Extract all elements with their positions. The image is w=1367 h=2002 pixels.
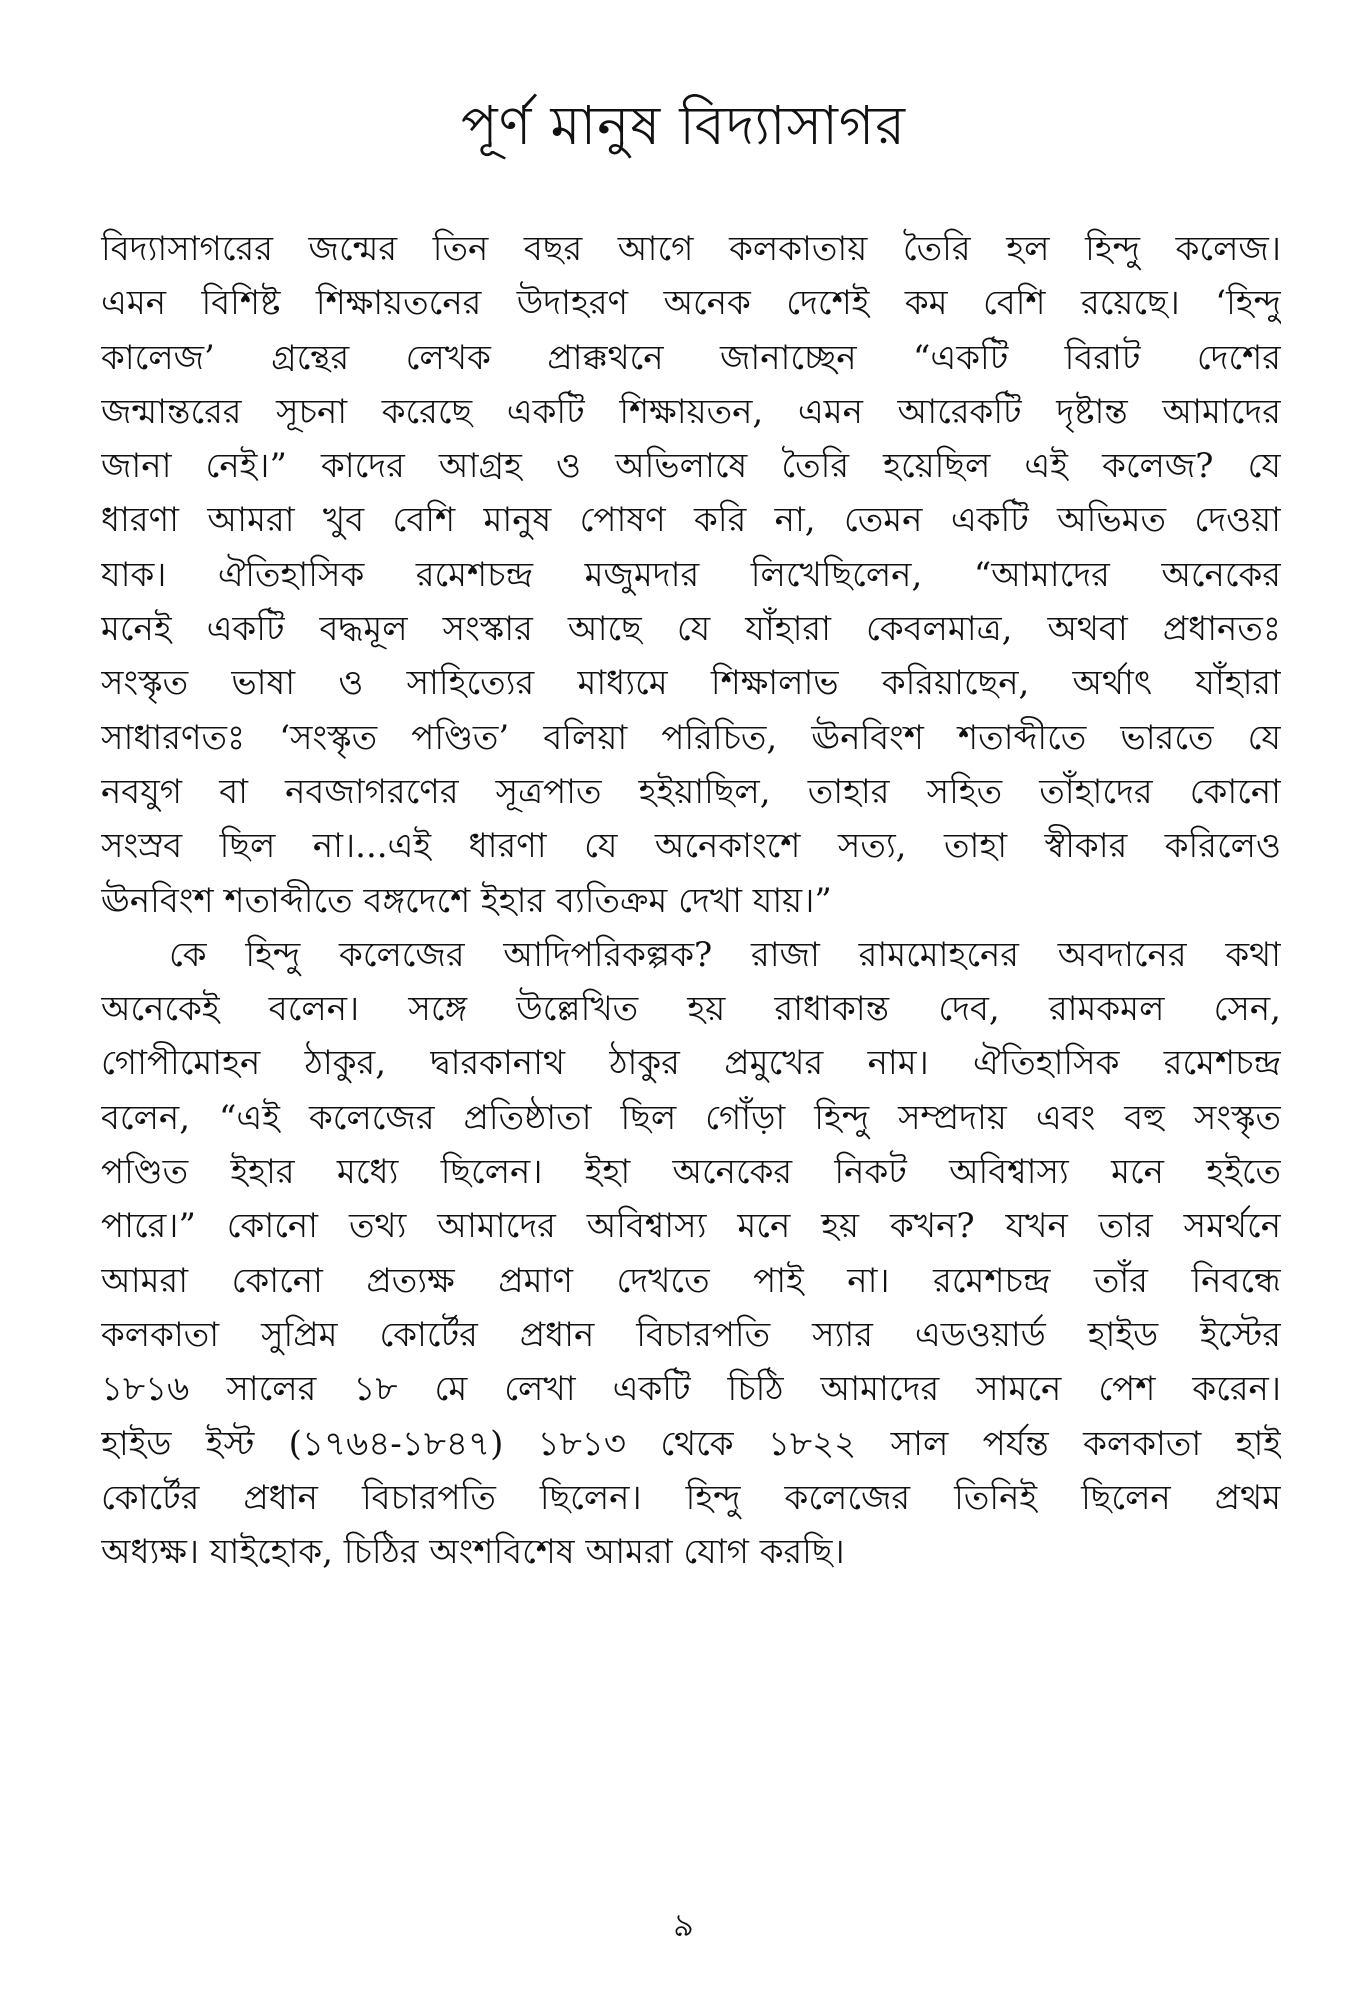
body-text: [101, 222, 1281, 1579]
text-line: যাক। ঐতিহাসিক রমেশচন্দ্র মজুমদার লিখেছিলেন, “আমাদের অনেকের: [101, 554, 1281, 595]
text-line: মনেই একটি বদ্ধমূল সংস্কার আছে যে যাঁহারা কেবলমাত্র, অথবা প্রধানতঃ: [101, 609, 1281, 650]
text-line: হাইড ইস্ট (১৭৬৪-১৮৪৭) ১৮১৩ থেকে ১৮২২ সাল পর্যন্ত কলকাতা হাই: [101, 1423, 1281, 1464]
text-line: বিদ্যাসাগরের জন্মের তিন বছর আগে কলকাতায় তৈরি হল হিন্দু কলেজ।: [101, 229, 1281, 269]
paragraph-1: [101, 222, 1281, 928]
text-line: সংস্কৃত ভাষা ও সাহিত্যের মাধ্যমে শিক্ষালাভ করিয়াছেন, অর্থাৎ যাঁহারা: [101, 663, 1281, 704]
text-line: গোপীমোহন ঠাকুর, দ্বারকানাথ ঠাকুর প্রমুখের নাম। ঐতিহাসিক রমেশচন্দ্র: [101, 1043, 1281, 1084]
text-line: ঊনবিংশ শতাব্দীতে বঙ্গদেশে ইহার ব্যতিক্রম দেখা যায়।”: [101, 880, 832, 921]
text-line: জানা নেই।” কাদের আগ্রহ ও অভিলাষে তৈরি হয়েছিল এই কলেজ? যে: [101, 446, 1281, 487]
text-line: ১৮১৬ সালের ১৮ মে লেখা একটি চিঠি আমাদের সামনে পেশ করেন।: [101, 1369, 1281, 1410]
text-line: ধারণা আমরা খুব বেশি মানুষ পোষণ করি না, তেমন একটি অভিমত দেওয়া: [101, 500, 1281, 541]
text-line: কালেজ’ গ্রন্থের লেখক প্রাক্কথনে জানাচ্ছেন “একটি বিরাট দেশের: [101, 337, 1281, 378]
text-line: আমরা কোনো প্রত্যক্ষ প্রমাণ দেখতে পাই না। রমেশচন্দ্র তাঁর নিবন্ধে: [101, 1260, 1281, 1301]
text-line: পারে।” কোনো তথ্য আমাদের অবিশ্বাস্য মনে হয় কখন? যখন তার সমর্থনে: [101, 1206, 1281, 1247]
text-line: কলকাতা সুপ্রিম কোর্টের প্রধান বিচারপতি স্যার এডওয়ার্ড হাইড ইস্টের: [101, 1314, 1281, 1355]
text-line: এমন বিশিষ্ট শিক্ষায়তনের উদাহরণ অনেক দেশেই কম বেশি রয়েছে। ‘হিন্দু: [101, 283, 1281, 324]
text-line: বলেন, “এই কলেজের প্রতিষ্ঠাতা ছিল গোঁড়া হিন্দু সম্প্রদায় এবং বহু সংস্কৃত: [101, 1097, 1281, 1138]
text-line: কে হিন্দু কলেজের আদিপরিকল্পক? রাজা রামমোহনের অবদানের কথা: [169, 934, 1281, 975]
paragraph-2: [101, 928, 1281, 1580]
text-line: কোর্টের প্রধান বিচারপতি ছিলেন। হিন্দু কলেজের তিনিই ছিলেন প্রথম: [101, 1477, 1281, 1518]
text-line: নবযুগ বা নবজাগরণের সূত্রপাত হইয়াছিল, তাহার সহিত তাঁহাদের কোনো: [101, 771, 1281, 812]
text-line: সাধারণতঃ ‘সংস্কৃত পণ্ডিত’ বলিয়া পরিচিত, ঊনবিংশ শতাব্দীতে ভারতে যে: [101, 717, 1281, 758]
text-line: পণ্ডিত ইহার মধ্যে ছিলেন। ইহা অনেকের নিকট অবিশ্বাস্য মনে হইতে: [101, 1152, 1281, 1193]
text-line: জন্মান্তরের সূচনা করেছে একটি শিক্ষায়তন, এমন আরেকটি দৃষ্টান্ত আমাদের: [101, 391, 1281, 432]
text-line: অধ্যক্ষ। যাইহোক, চিঠির অংশবিশেষ আমরা যোগ করছি।: [101, 1532, 845, 1573]
text-line: সংস্রব ছিল না।...এই ধারণা যে অনেকাংশে সত্য, তাহা স্বীকার করিলেও: [101, 826, 1281, 867]
text-line: অনেকেই বলেন। সঙ্গে উল্লেখিত হয় রাধাকান্ত দেব, রামকমল সেন,: [101, 989, 1281, 1030]
page-number: ৯: [673, 1906, 694, 1944]
page-title: পূর্ণ মানুষ বিদ্যাসাগর: [461, 94, 906, 157]
